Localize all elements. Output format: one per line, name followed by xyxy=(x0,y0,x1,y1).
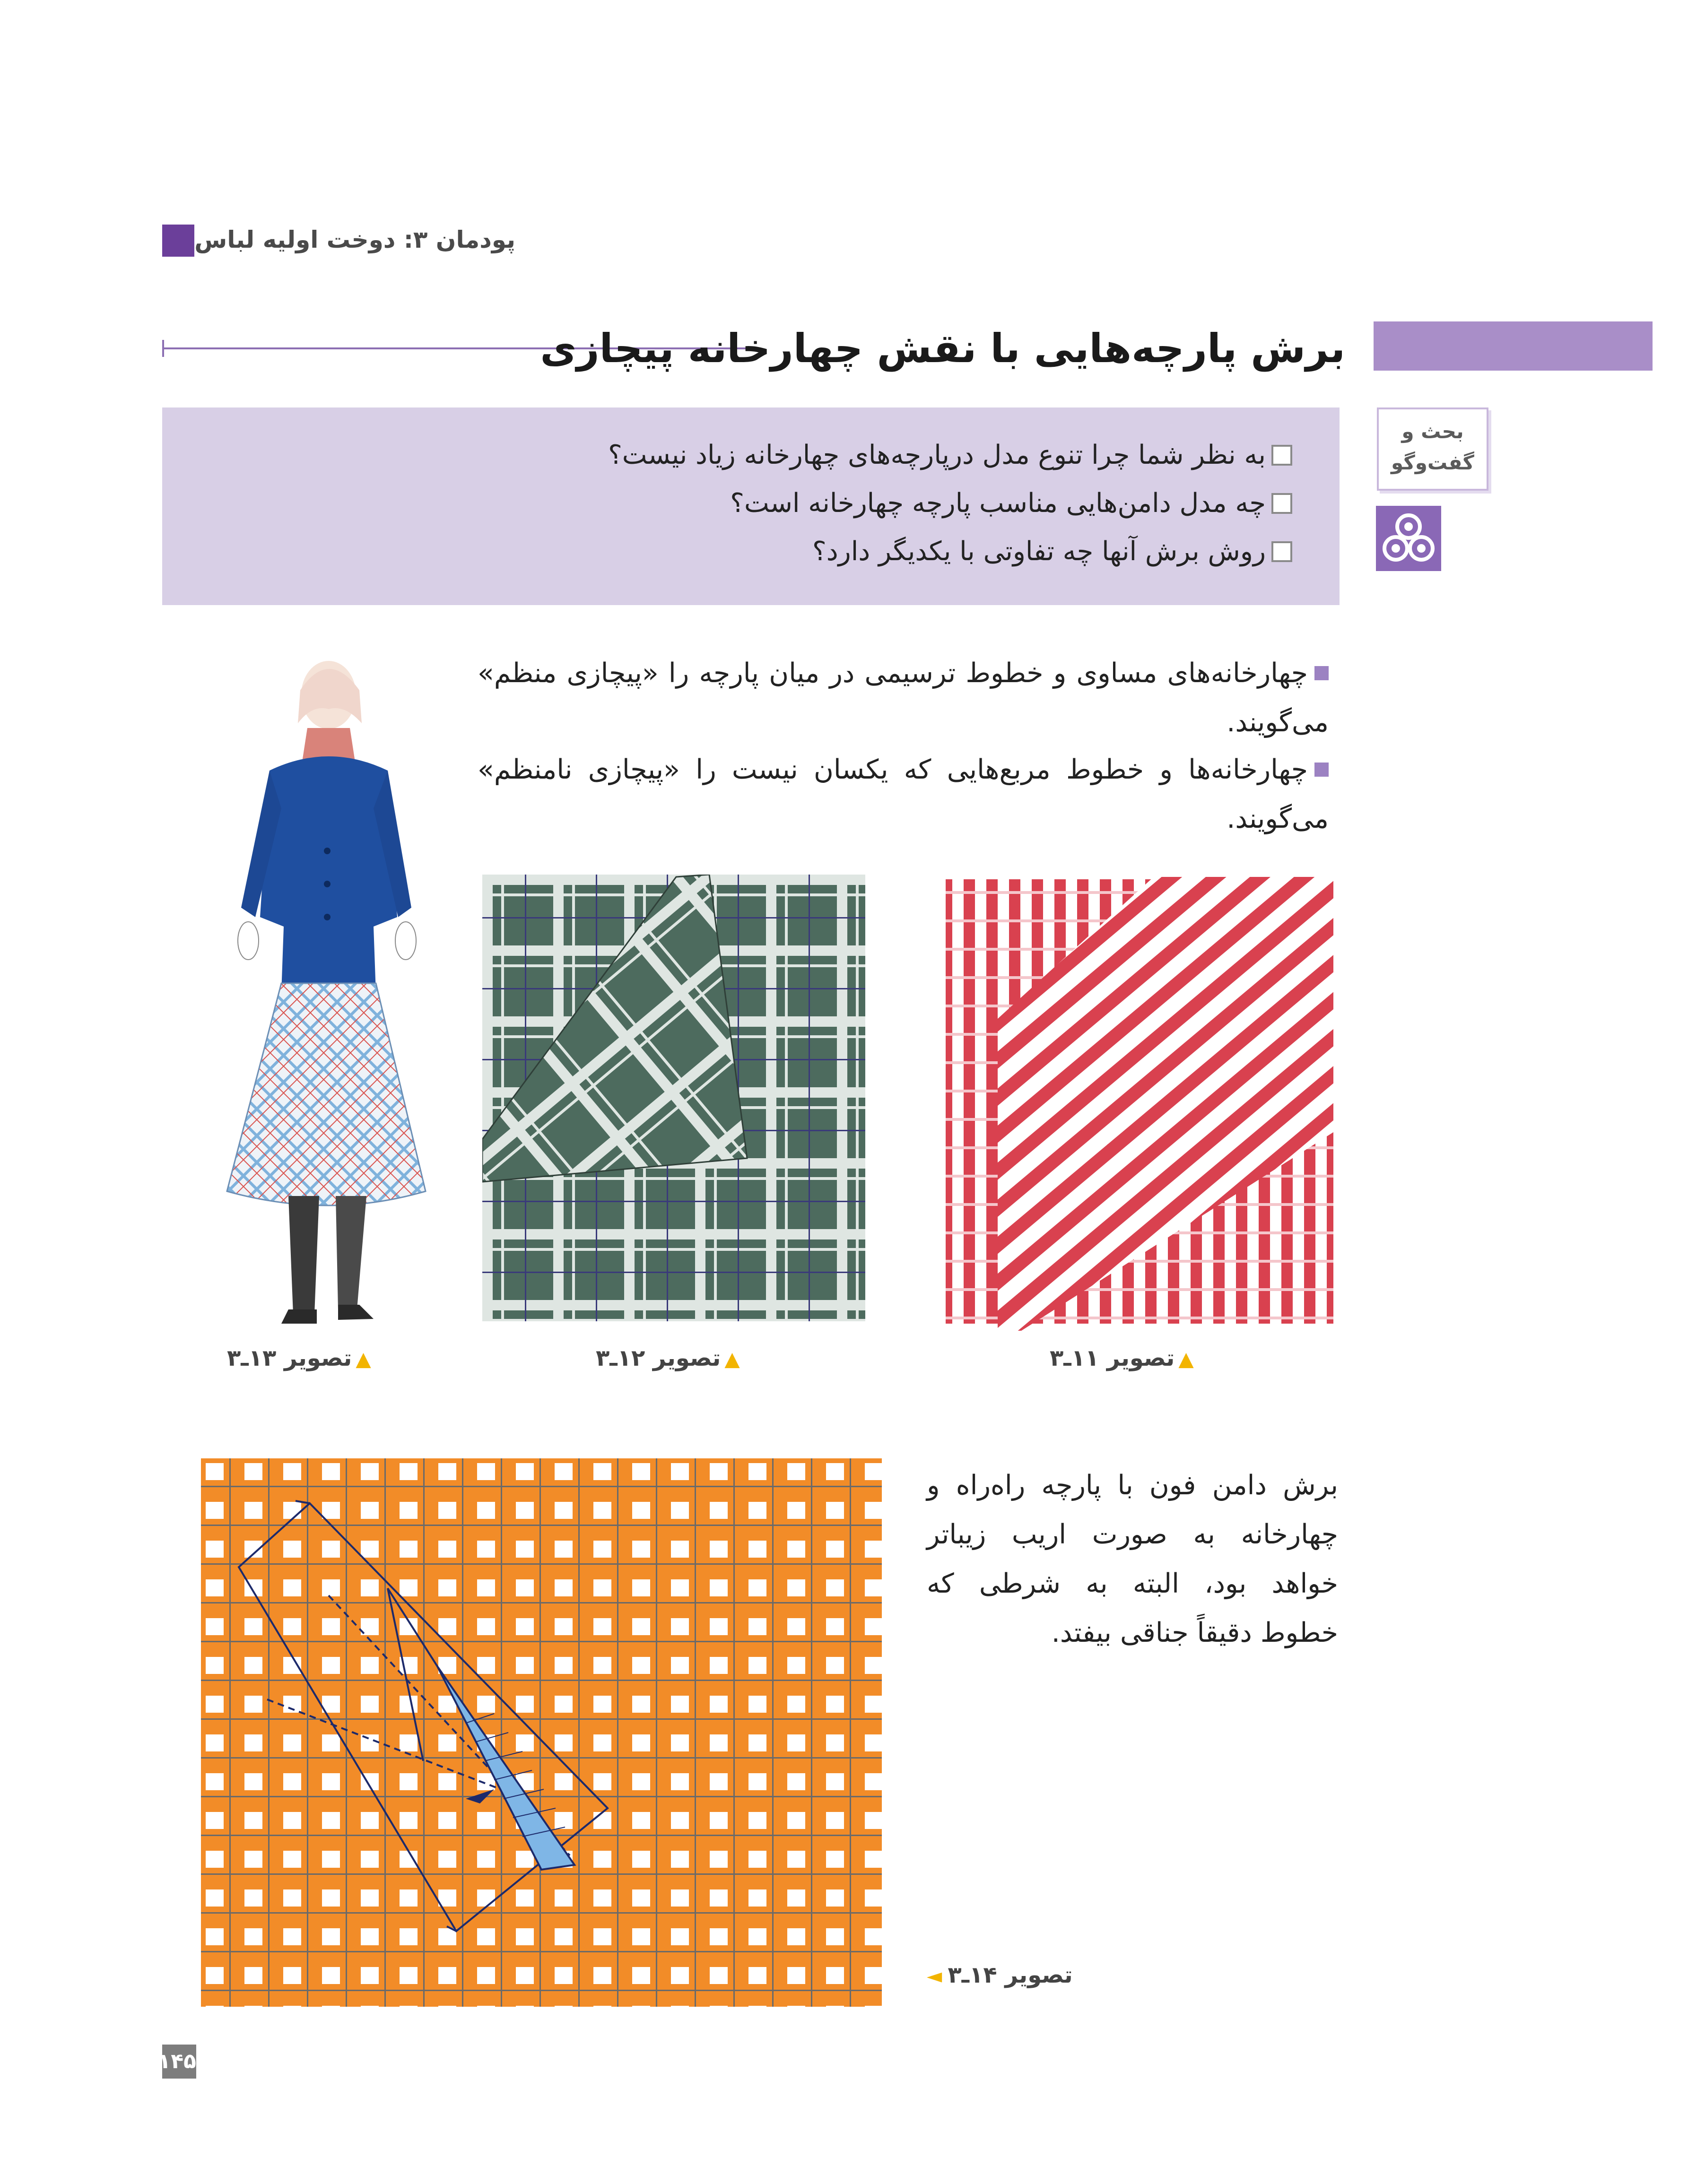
caption-figure-13: ▲تصویر ۱۳ـ۳ xyxy=(227,1345,371,1371)
question-item: به نظر شما چرا تنوع مدل درپارچه‌های چهارخانه زیاد نیست؟ xyxy=(608,440,1292,470)
square-bullet-icon xyxy=(1314,666,1329,680)
figure-orange-plaid-pattern-layout xyxy=(201,1458,882,2007)
caption-triangle-icon: ▲ xyxy=(724,1347,740,1370)
checkbox-icon xyxy=(1271,445,1292,466)
title-accent-bar xyxy=(1374,321,1653,371)
discussion-label-line2: گفت‌وگو xyxy=(1391,451,1474,474)
checkbox-icon xyxy=(1271,541,1292,562)
body-paragraph: برش دامن فون با پارچه راه‌راه و چهارخانه به صورت اریب زیباتر خواهد بود، البته به شرطی که خطوط دقیقاً جناقی بیفتد. xyxy=(927,1470,1338,1648)
definition-regular-plaid: چهارخانه‌های مساوی و خطوط ترسیمی در میان پارچه را «پیچازی منظم» می‌گویند. xyxy=(478,658,1329,738)
running-header: پودمان ۳: دوخت اولیه لباس xyxy=(194,226,515,253)
question-item: روش برش آنها چه تفاوتی با یکدیگر دارد؟ xyxy=(812,536,1292,567)
figure-red-gingham-fabric xyxy=(941,877,1348,1331)
header-marker xyxy=(162,225,194,257)
page-number: ۱۴۵ xyxy=(162,2045,196,2079)
caption-triangle-icon: ◄ xyxy=(927,1964,942,1987)
definition-irregular-plaid: چهارخانه‌ها و خطوط مربع‌هایی که یکسان نیست را «پیچازی نامنظم» می‌گویند. xyxy=(478,754,1329,834)
checkbox-icon xyxy=(1271,493,1292,514)
discussion-label xyxy=(1377,407,1488,491)
square-bullet-icon xyxy=(1314,763,1329,777)
caption-figure-11: ▲تصویر ۱۱ـ۳ xyxy=(1050,1345,1194,1371)
question-box xyxy=(162,407,1340,605)
figure-woman-plaid-skirt xyxy=(203,652,440,1333)
discussion-label-line1: بحث و xyxy=(1401,420,1464,443)
group-discussion-icon xyxy=(1376,506,1441,571)
caption-triangle-icon: ▲ xyxy=(1178,1347,1194,1370)
caption-triangle-icon: ▲ xyxy=(356,1347,371,1370)
figure-green-plaid-fabric xyxy=(482,875,865,1321)
question-item: چه مدل دامن‌هایی مناسب پارچه چهارخانه است؟ xyxy=(730,488,1292,519)
caption-figure-12: ▲تصویر ۱۲ـ۳ xyxy=(596,1345,740,1371)
caption-figure-14: تصویر ۱۴ـ۳◄ xyxy=(927,1962,1073,1988)
section-title: برش پارچه‌هایی با نقش چهارخانه پیچازی xyxy=(540,325,1345,372)
